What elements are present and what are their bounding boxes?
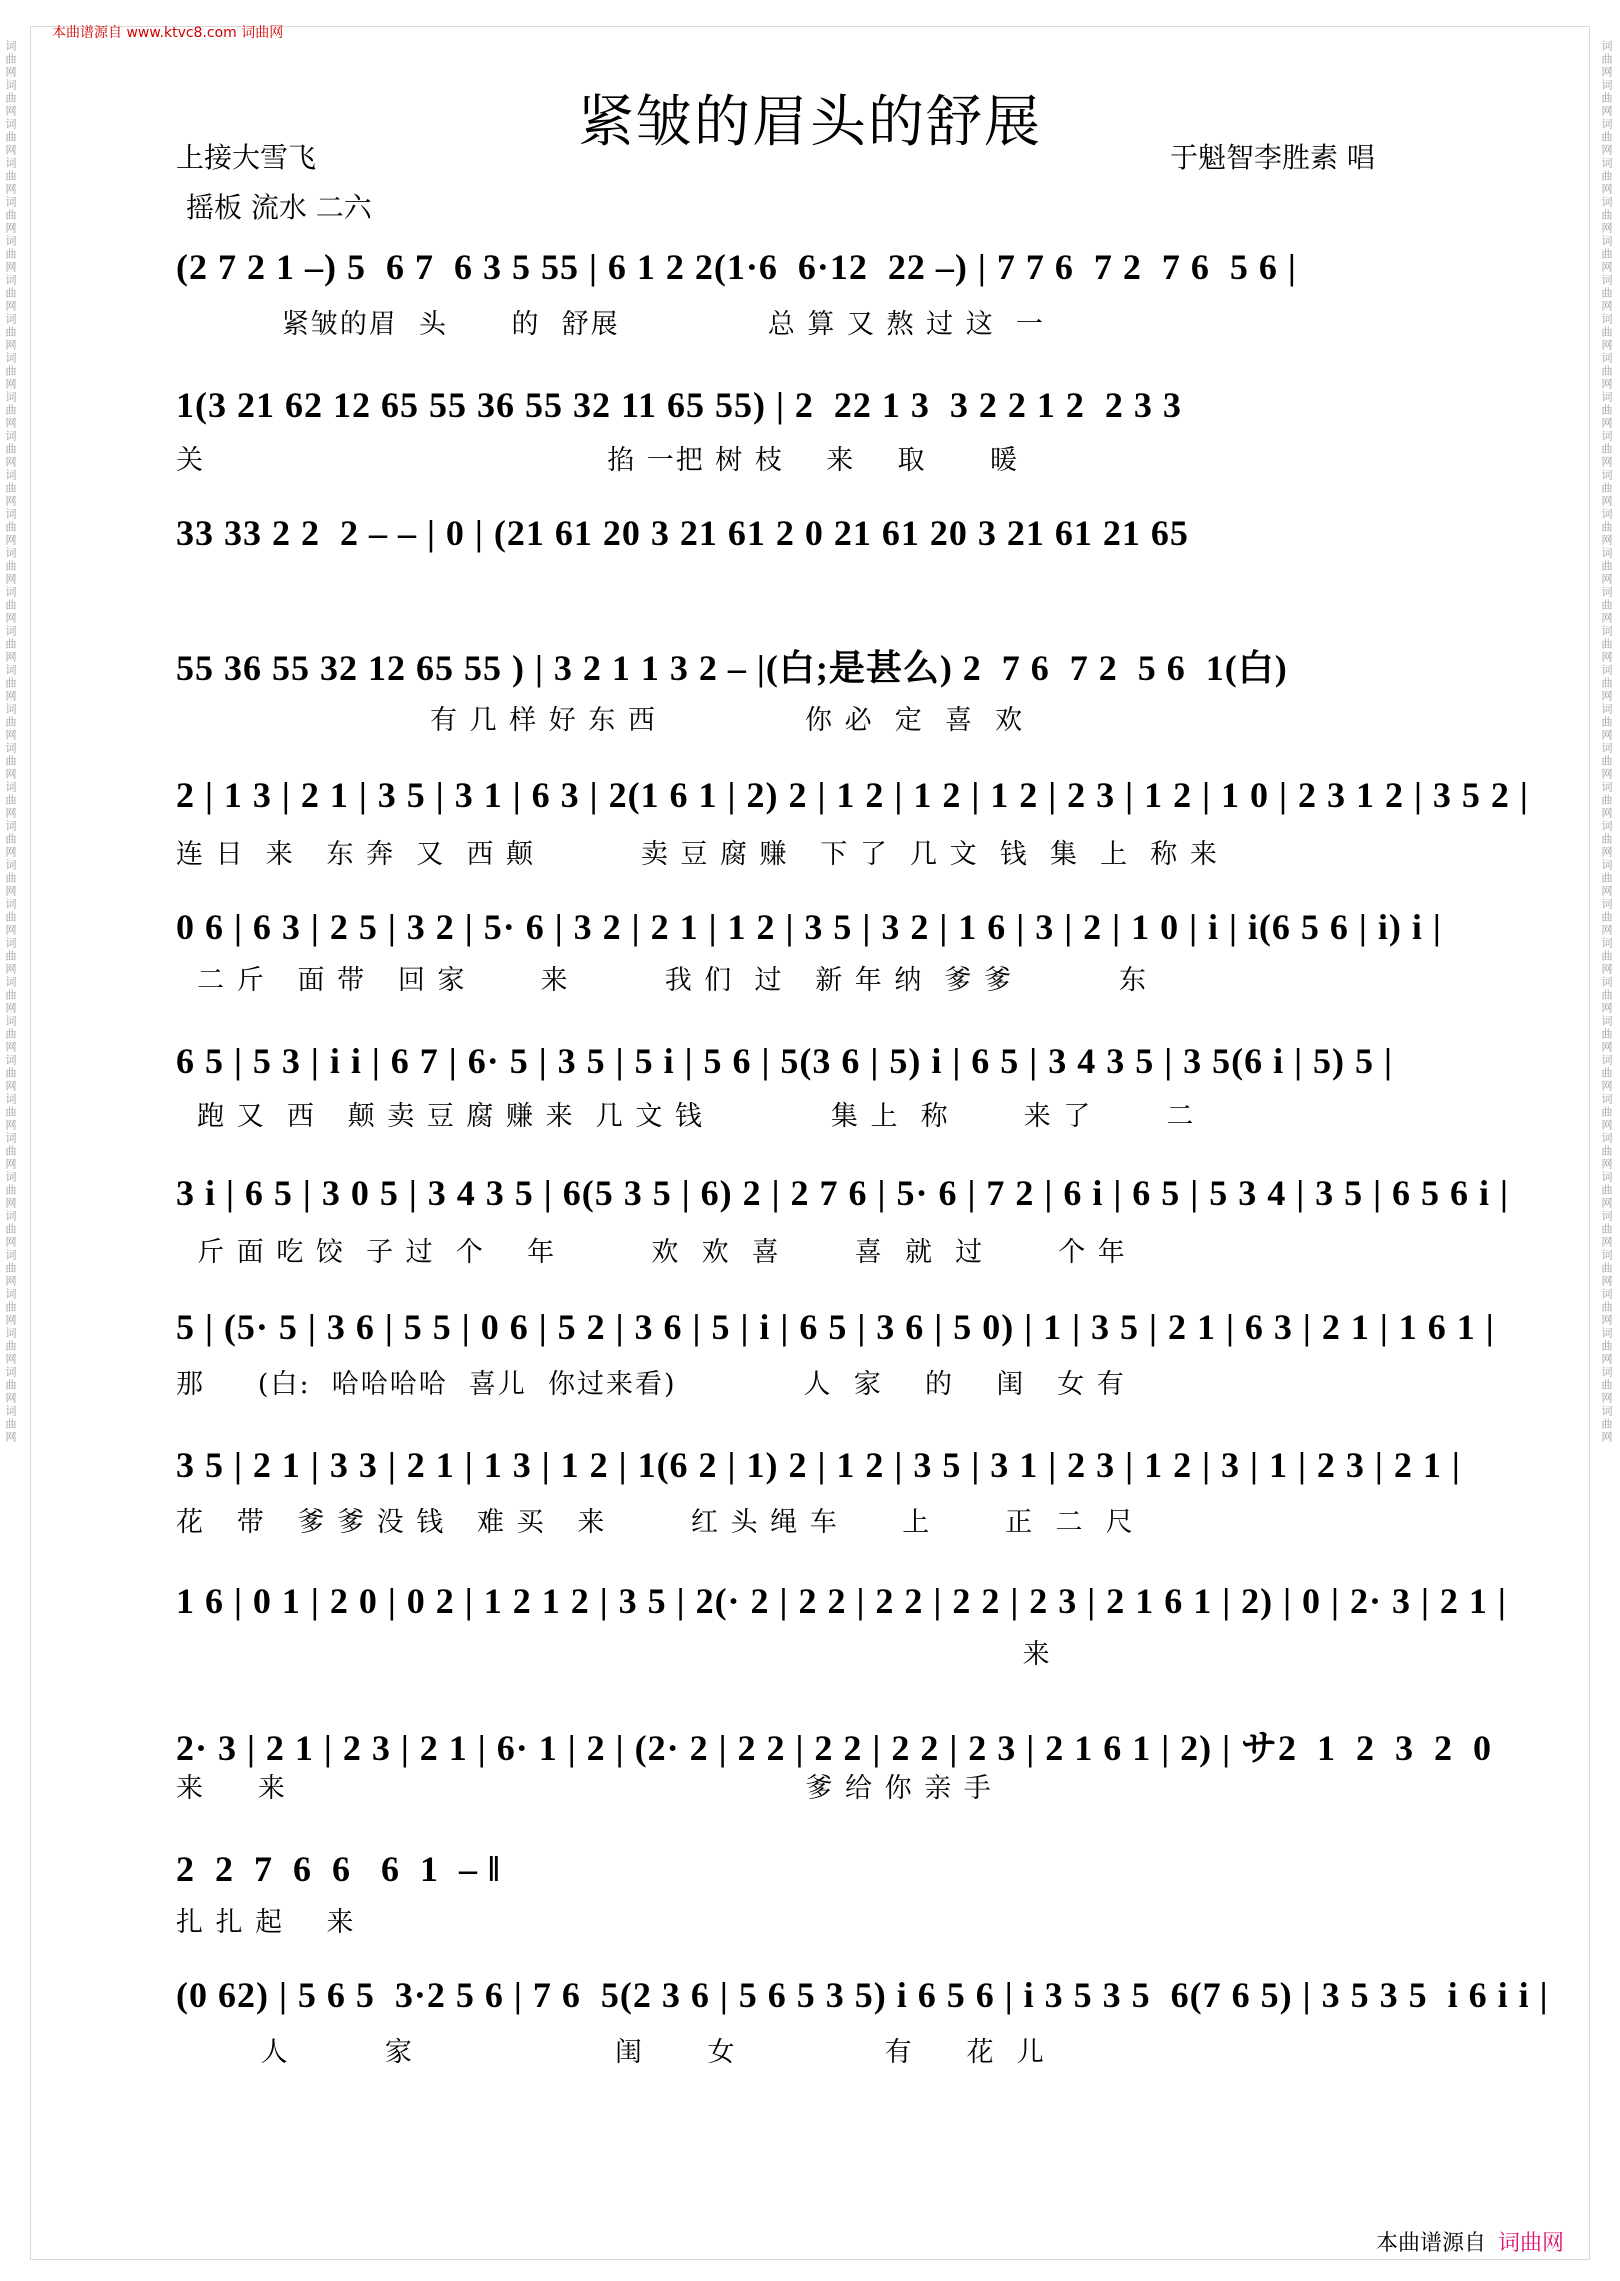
header-source-url[interactable]: www.ktvc8.com xyxy=(126,25,237,41)
score-line: 33 33 2 2 2 – – | 0 | (21 61 20 3 21 61 2 0 21 61 20 3 21 61 21 65 xyxy=(176,513,1189,553)
lyric-line: 来 来 爹 给 你 亲 手 xyxy=(176,1773,993,1804)
lyric-line: 那 (白: 哈哈哈哈 喜儿 你过来看) 人 家 的 闺 女 有 xyxy=(176,1369,1126,1400)
lyric-line: 连 日 来 东 奔 又 西 颠 卖 豆 腐 赚 下 了 几 文 钱 集 上 称 来 xyxy=(176,839,1219,870)
score-line: (0 62) | 5 6 5 3·2 5 6 | 7 6 5(2 3 6 | 5 6 5 3 5) i 6 5 6 | i 3 5 3 5 6(7 6 5) | 3 5 3 5 i 6 i i | xyxy=(176,1975,1549,2015)
lyric-line: 关 掐 一把 树 枝 来 取 暖 xyxy=(176,445,1020,476)
score-line: (2 7 2 1 –) 5 6 7 6 3 5 55 | 6 1 2 2(1·6 6·12 22 –) | 7 7 6 7 2 7 6 5 6 | xyxy=(176,247,1297,287)
score-line: 2· 3 | 2 1 | 2 3 | 2 1 | 6· 1 | 2 | (2· 2 | 2 2 | 2 2 | 2 2 | 2 3 | 2 1 6 1 | 2) | サ2 1 2 3 2 0 xyxy=(176,1728,1493,1768)
side-watermark-right: 词曲网词曲网词曲网词曲网词曲网词曲网词曲网词曲网词曲网词曲网词曲网词曲网词曲网词曲网词曲网词曲网词曲网词曲网词曲网词曲网词曲网词曲网词曲网词曲网词曲网词曲网词曲网词曲网词曲网词曲网词曲网词曲网词曲网词曲网词曲网词曲网 xyxy=(1600,40,1613,1444)
lyric-line: 斤 面 吃 饺 子 过 个 年 欢 欢 喜 喜 就 过 个 年 xyxy=(176,1237,1127,1268)
singers: 于魁智李胜素 唱 xyxy=(1170,141,1375,174)
tempo-marking: 摇板 流水 二六 xyxy=(186,191,372,224)
score-line: 0 6 | 6 3 | 2 5 | 3 2 | 5· 6 | 3 2 | 2 1 | 1 2 | 3 5 | 3 2 | 1 6 | 3 | 2 | 1 0 | i | i(6 5 6 | i) i | xyxy=(176,907,1442,947)
page-title: 紧皱的眉头的舒展 xyxy=(578,90,1042,155)
score-line: 1(3 21 62 12 65 55 36 55 32 11 65 55) | 2 22 1 3 3 2 2 1 2 2 3 3 xyxy=(176,385,1182,425)
score-line: 1 6 | 0 1 | 2 0 | 0 2 | 1 2 1 2 | 3 5 | 2(· 2 | 2 2 | 2 2 | 2 2 | 2 3 | 2 1 6 1 | 2) | 0 | 2· 3 | 2 1 | xyxy=(176,1581,1507,1621)
score-line: 55 36 55 32 12 65 55 ) | 3 2 1 1 3 2 – |(白;是甚么) 2 7 6 7 2 5 6 1(白) xyxy=(176,648,1288,688)
side-watermark-left: 词曲网词曲网词曲网词曲网词曲网词曲网词曲网词曲网词曲网词曲网词曲网词曲网词曲网词曲网词曲网词曲网词曲网词曲网词曲网词曲网词曲网词曲网词曲网词曲网词曲网词曲网词曲网词曲网词曲网词曲网词曲网词曲网词曲网词曲网词曲网词曲网 xyxy=(4,40,17,1444)
lyric-line: 有 几 样 好 东 西 你 必 定 喜 欢 xyxy=(176,705,1025,736)
footer-source-prefix: 本曲谱源自 xyxy=(1375,2231,1486,2256)
score-line: 5 | (5· 5 | 3 6 | 5 5 | 0 6 | 5 2 | 3 6 | 5 | i | 6 5 | 3 6 | 5 0) | 1 | 3 5 | 2 1 | 6 3 | 2 1 | 1 6 1 | xyxy=(176,1307,1495,1347)
score-line: 2 2 7 6 6 6 1 – ‖ xyxy=(176,1849,501,1889)
header-source xyxy=(52,22,283,42)
header-source-prefix: 本曲谱源自 xyxy=(52,25,122,41)
lyric-line: 扎 扎 起 来 xyxy=(176,1907,356,1938)
score-line: 3 5 | 2 1 | 3 3 | 2 1 | 1 3 | 1 2 | 1(6 2 | 1) 2 | 1 2 | 3 5 | 3 1 | 2 3 | 1 2 | 3 | 1 | 2 3 | 2 1 | xyxy=(176,1445,1461,1485)
lyric-line: 跑 又 西 颠 卖 豆 腐 赚 来 几 文 钱 集 上 称 来 了 二 xyxy=(176,1101,1196,1132)
lyric-line: 人 家 闺 女 有 花 儿 xyxy=(176,2037,1046,2068)
lyric-line: 来 xyxy=(176,1639,1052,1670)
score-line: 2 | 1 3 | 2 1 | 3 5 | 3 1 | 6 3 | 2(1 6 1 | 2) 2 | 1 2 | 1 2 | 1 2 | 2 3 | 1 2 | 1 0 | 2 3 1 2 | 3 5 2 | xyxy=(176,775,1529,815)
footer-source xyxy=(1376,2226,1564,2257)
score-line: 6 5 | 5 3 | i i | 6 7 | 6· 5 | 3 5 | 5 i | 5 6 | 5(3 6 | 5) i | 6 5 | 3 4 3 5 | 3 5(6 i | 5) 5 | xyxy=(176,1041,1393,1081)
header-source-site[interactable]: 词曲网 xyxy=(241,25,284,41)
lyric-line: 紧皱的眉 头 的 舒展 总 算 又 熬 过 这 一 xyxy=(176,309,1045,340)
lyric-line: 二 斤 面 带 回 家 来 我 们 过 新 年 纳 爹 爹 东 xyxy=(176,965,1148,996)
lyric-line: 花 带 爹 爹 没 钱 难 买 来 红 头 绳 车 上 正 二 尺 xyxy=(176,1507,1135,1538)
score-line: 3 i | 6 5 | 3 0 5 | 3 4 3 5 | 6(5 3 5 | 6) 2 | 2 7 6 | 5· 6 | 7 2 | 6 i | 6 5 | 5 3 4 | 3 5 | 6 5 6 i | xyxy=(176,1173,1509,1213)
footer-source-site[interactable]: 词曲网 xyxy=(1497,2231,1564,2256)
preceded-by: 上接大雪飞 xyxy=(176,141,317,174)
